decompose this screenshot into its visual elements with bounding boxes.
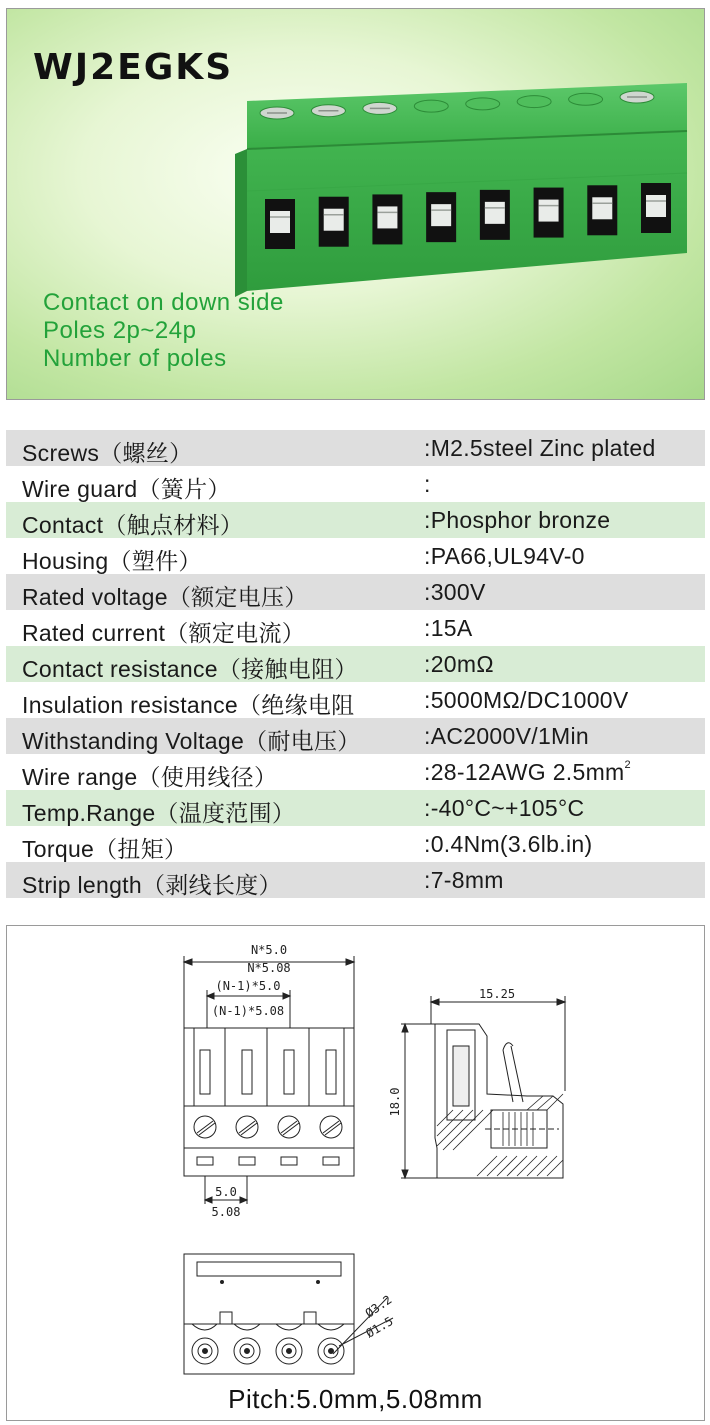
spec-row bbox=[6, 574, 705, 610]
wire-opening bbox=[587, 185, 617, 235]
spec-row bbox=[6, 430, 705, 466]
side-view bbox=[401, 996, 565, 1178]
bottom-pin-center bbox=[287, 1349, 292, 1354]
spec-value-text: :7-8mm bbox=[424, 867, 504, 893]
spec-value-text: :20mΩ bbox=[424, 651, 494, 677]
spec-value-text: :PA66,UL94V-0 bbox=[424, 543, 585, 569]
spec-label: Withstanding Voltage（耐电压） bbox=[22, 728, 361, 754]
feature-contact-side: Contact on down side bbox=[43, 289, 284, 316]
front-slot bbox=[323, 1157, 339, 1165]
dim-inner-5-08: (N-1)*5.08 bbox=[211, 1004, 285, 1018]
front-slot bbox=[239, 1157, 255, 1165]
spec-label: Screws（螺丝） bbox=[22, 440, 193, 466]
dim-inner-5-0: (N-1)*5.0 bbox=[215, 979, 281, 993]
spec-value bbox=[424, 507, 610, 534]
spec-value bbox=[424, 759, 631, 786]
dim-diameter-3-2: Ø3.2 bbox=[362, 1292, 395, 1321]
spec-label: Housing（塑件） bbox=[22, 548, 202, 574]
dimension-drawing bbox=[6, 925, 705, 1421]
spec-label: Contact（触点材料） bbox=[22, 512, 244, 538]
front-view bbox=[184, 956, 354, 1204]
spec-value-text: :28-12AWG 2.5mm bbox=[424, 759, 625, 785]
bottom-pin-center bbox=[203, 1349, 208, 1354]
screw-hole bbox=[517, 96, 551, 108]
wire-opening bbox=[480, 190, 510, 240]
spec-label: Strip length（剥线长度） bbox=[22, 872, 282, 898]
front-opening bbox=[242, 1050, 252, 1094]
spec-row bbox=[6, 538, 705, 574]
spec-value-text: :M2.5steel Zinc plated bbox=[424, 435, 656, 461]
spec-value bbox=[424, 651, 494, 678]
spec-value bbox=[424, 795, 584, 822]
feature-number-of-poles: Number of poles bbox=[43, 345, 227, 372]
spec-value-text: :Phosphor bronze bbox=[424, 507, 611, 533]
wire-opening bbox=[319, 197, 349, 247]
spec-value bbox=[424, 867, 504, 894]
product-hero bbox=[6, 8, 705, 400]
spec-row bbox=[6, 646, 705, 682]
spec-row bbox=[6, 790, 705, 826]
front-opening bbox=[200, 1050, 210, 1094]
spec-value bbox=[424, 435, 656, 462]
bottom-tab bbox=[220, 1312, 232, 1324]
spec-label: Wire range（使用线径） bbox=[22, 764, 278, 790]
dim-depth: 15.25 bbox=[478, 987, 516, 1001]
spec-row bbox=[6, 610, 705, 646]
spec-value-text: :AC2000V/1Min bbox=[424, 723, 589, 749]
wire-opening bbox=[426, 192, 456, 242]
spec-row bbox=[6, 502, 705, 538]
dim-pitch-5-0: 5.0 bbox=[215, 1185, 237, 1199]
wire-opening bbox=[265, 199, 295, 249]
front-slot bbox=[281, 1157, 297, 1165]
spec-value-superscript: 2 bbox=[624, 759, 631, 771]
spec-label: Wire guard（簧片） bbox=[22, 476, 231, 502]
spec-value bbox=[424, 543, 585, 570]
spec-value-text: :0.4Nm(3.6lb.in) bbox=[424, 831, 593, 857]
spec-row bbox=[6, 826, 705, 862]
spec-value bbox=[424, 723, 589, 750]
bottom-tab bbox=[304, 1312, 316, 1324]
wire-opening bbox=[534, 188, 564, 238]
spec-value bbox=[424, 687, 629, 714]
dim-pitch-5-08: 5.08 bbox=[211, 1205, 241, 1219]
spec-row bbox=[6, 682, 705, 718]
dim-total-5-0: N*5.0 bbox=[250, 943, 288, 957]
bottom-view bbox=[184, 1254, 393, 1374]
spec-label: Torque（扭矩） bbox=[22, 836, 188, 862]
screw-hole bbox=[466, 98, 500, 110]
front-slot bbox=[197, 1157, 213, 1165]
bottom-pin-center bbox=[329, 1349, 334, 1354]
spec-table bbox=[6, 430, 705, 898]
spec-row bbox=[6, 862, 705, 898]
spec-value-text: :15A bbox=[424, 615, 473, 641]
spec-value bbox=[424, 615, 473, 642]
spec-value bbox=[424, 579, 486, 606]
feature-list bbox=[43, 289, 284, 373]
feature-poles: Poles 2p~24p bbox=[43, 317, 197, 344]
wire-opening bbox=[641, 183, 671, 233]
spec-value-text: :-40°C~+105°C bbox=[424, 795, 585, 821]
dim-total-5-08: N*5.08 bbox=[247, 961, 291, 975]
bottom-pin-center bbox=[245, 1349, 250, 1354]
dim-diameter-1-5: Ø1.5 bbox=[363, 1314, 396, 1341]
front-opening bbox=[284, 1050, 294, 1094]
front-opening bbox=[326, 1050, 336, 1094]
pitch-caption: Pitch:5.0mm,5.08mm bbox=[228, 1384, 483, 1414]
wire-opening bbox=[372, 194, 402, 244]
screw-hole bbox=[569, 93, 603, 105]
technical-drawing bbox=[7, 926, 705, 1421]
spec-value-text: :5000MΩ/DC1000V bbox=[424, 687, 629, 713]
spec-label: Rated current（额定电流） bbox=[22, 620, 306, 646]
spec-row bbox=[6, 754, 705, 790]
model-title: WJ2EGKS bbox=[33, 47, 234, 88]
spec-row bbox=[6, 466, 705, 502]
screw-hole bbox=[414, 100, 448, 112]
spec-value bbox=[424, 831, 592, 858]
spec-value-text: :300V bbox=[424, 579, 486, 605]
spec-label: Rated voltage（额定电压） bbox=[22, 584, 308, 610]
dim-height: 18.0 bbox=[388, 1087, 402, 1117]
spec-label: Temp.Range（温度范围） bbox=[22, 800, 296, 826]
spec-label: Insulation resistance（绝缘电阻 bbox=[22, 692, 355, 718]
spec-label: Contact resistance（接触电阻） bbox=[22, 656, 358, 682]
spec-value bbox=[424, 471, 431, 498]
spec-value-text: : bbox=[424, 471, 431, 497]
spec-row bbox=[6, 718, 705, 754]
